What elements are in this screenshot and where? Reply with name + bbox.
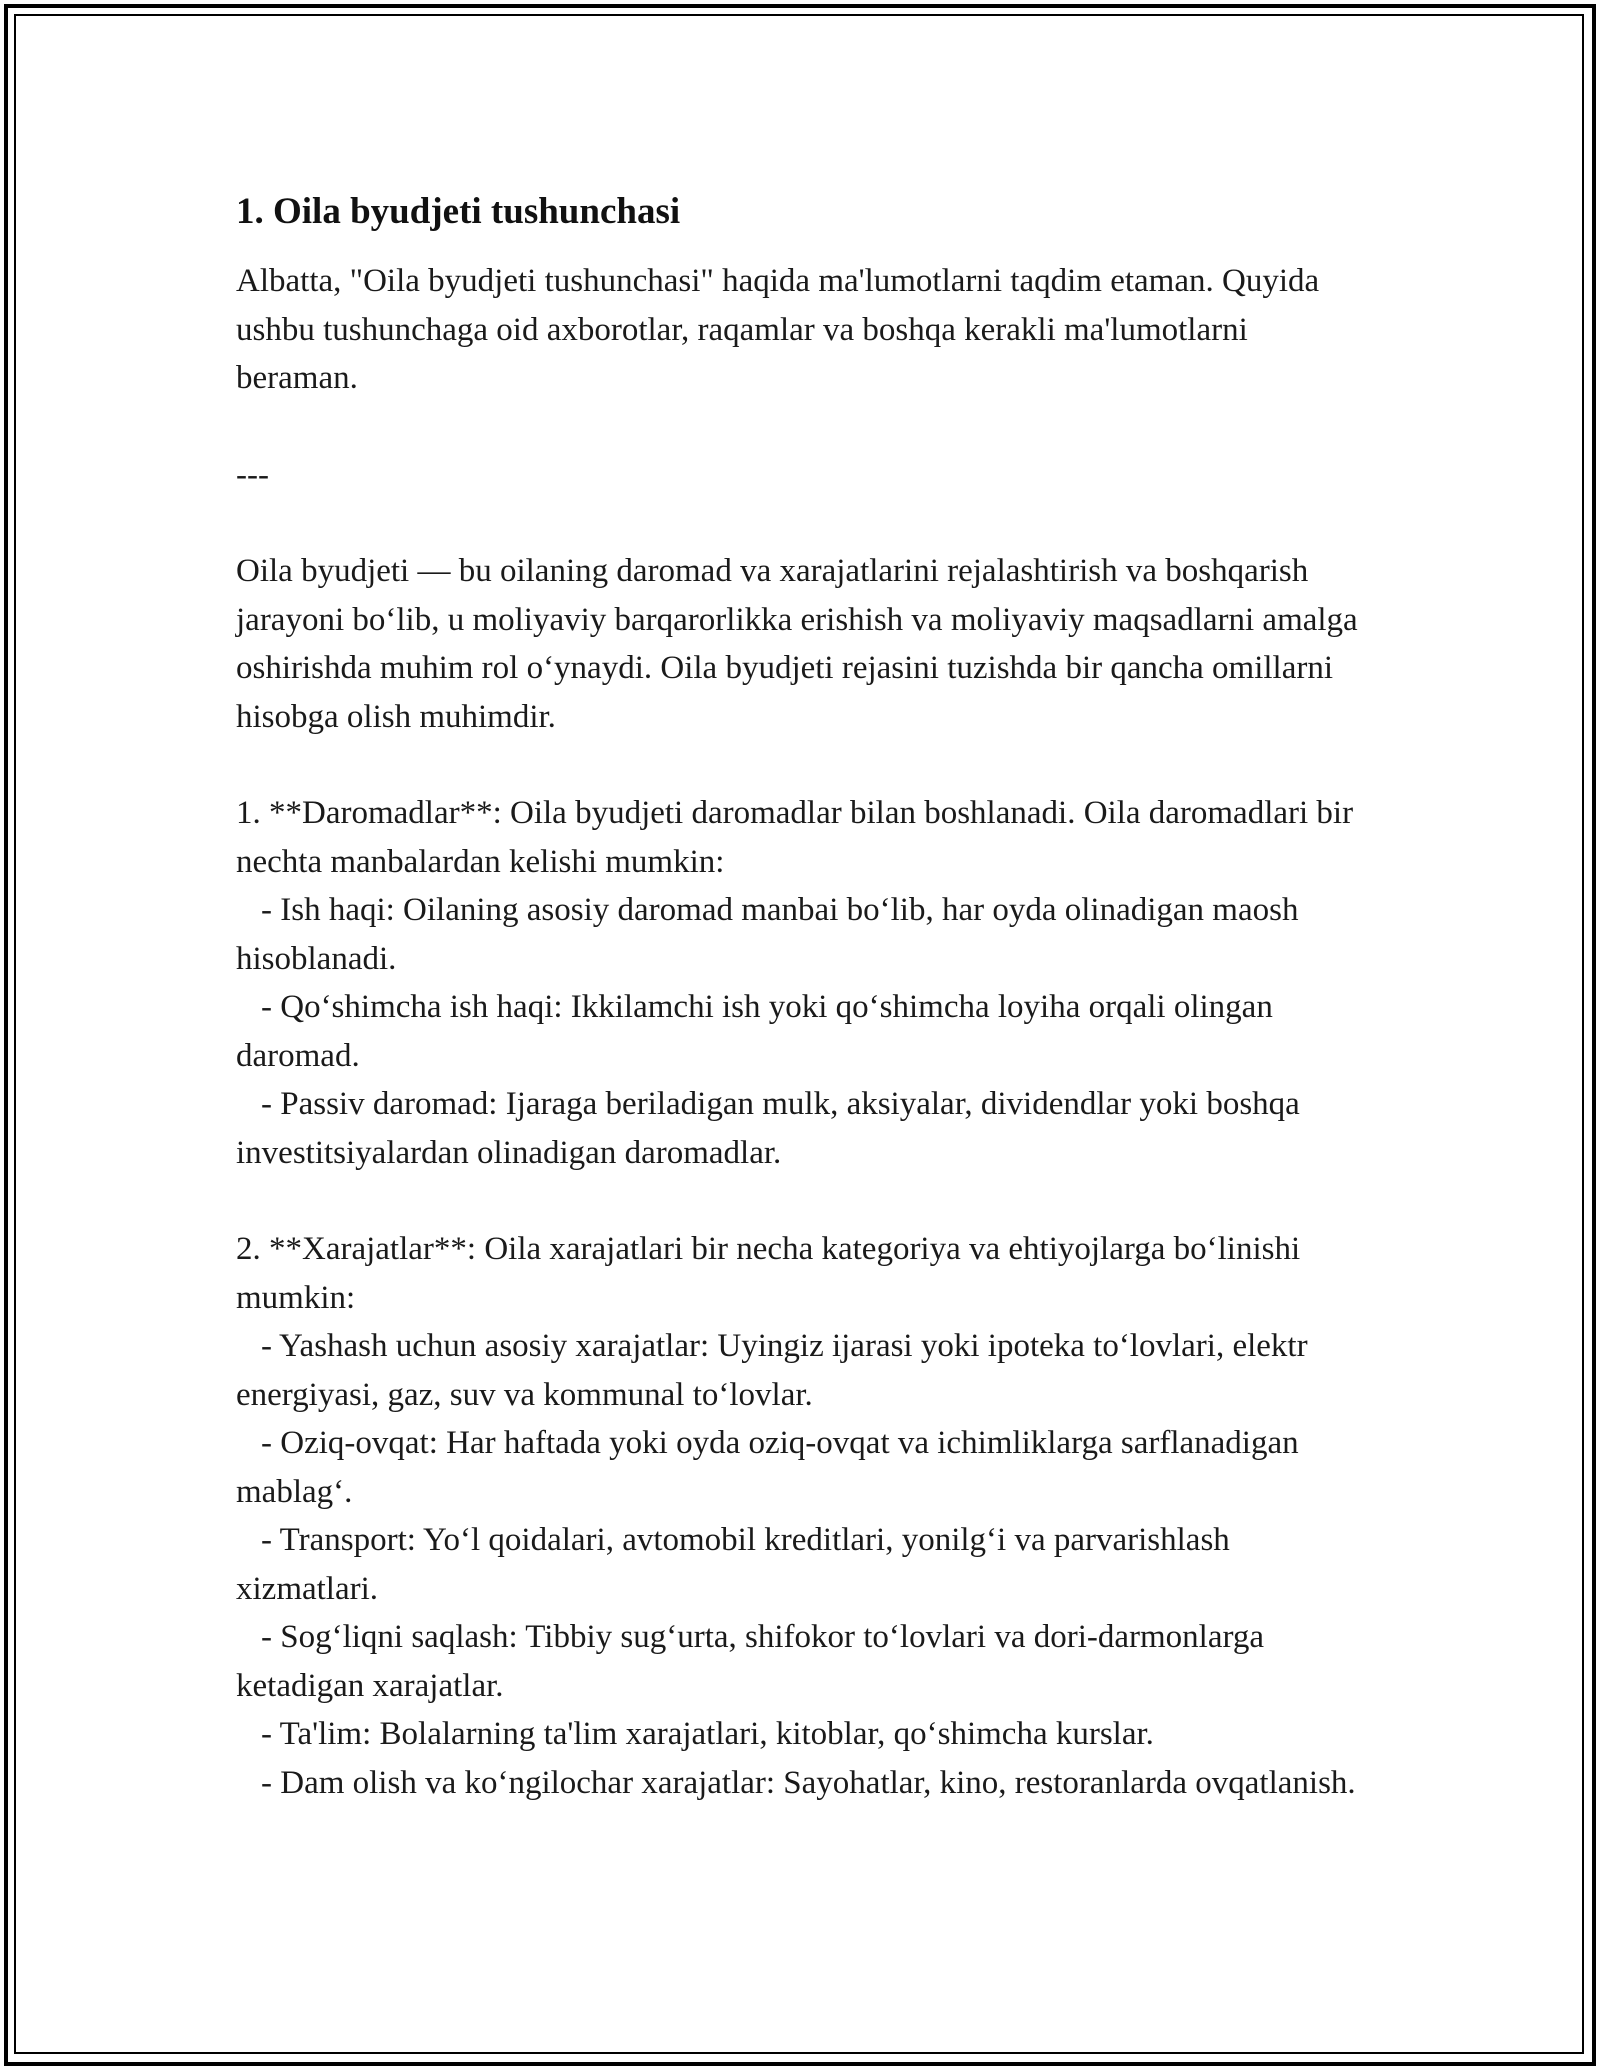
document-heading: 1. Oila byudjeti tushunchasi bbox=[236, 191, 681, 232]
section-income bbox=[236, 789, 1366, 1177]
spacer bbox=[236, 403, 1366, 451]
list-item: - Yashash uchun asosiy xarajatlar: Uyingiz ijarasi yoki ipoteka to‘lovlari, elektr energiyasi, gaz, suv va kommunal to‘lovlar. bbox=[236, 1328, 1308, 1413]
spacer bbox=[236, 499, 1366, 547]
list-item: - Sog‘liqni saqlash: Tibbiy sug‘urta, shifokor to‘lovlari va dori-darmonlarga ketadigan xarajatlar. bbox=[236, 1619, 1265, 1704]
section-expenses bbox=[236, 1225, 1366, 1807]
section-title: 2. **Xarajatlar**: Oila xarajatlari bir necha kategoriya va ehtiyojlarga bo‘linishi mumkin: bbox=[236, 1231, 1301, 1316]
spacer bbox=[236, 1177, 1366, 1225]
document-body bbox=[236, 188, 1366, 1807]
list-item: - Ish haqi: Oilaning asosiy daromad manbai bo‘lib, har oyda olinadigan maosh hisoblanadi. bbox=[236, 892, 1299, 977]
list-item: - Oziq-ovqat: Har haftada yoki oyda oziq-ovqat va ichimliklarga sarflanadigan mablag‘. bbox=[236, 1425, 1299, 1510]
separator-line: --- bbox=[236, 456, 269, 493]
section-title: 1. **Daromadlar**: Oila byudjeti daromadlar bilan boshlanadi. Oila daromadlari bir nechta manbalardan kelishi mumkin: bbox=[236, 795, 1354, 880]
list-item: - Transport: Yo‘l qoidalari, avtomobil kreditlari, yonilg‘i va parvarishlash xizmatlari. bbox=[236, 1522, 1230, 1607]
list-item: - Qo‘shimcha ish haqi: Ikkilamchi ish yoki qo‘shimcha loyiha orqali olingan daromad. bbox=[236, 989, 1273, 1074]
intro-paragraph: Albatta, "Oila byudjeti tushunchasi" haqida ma'lumotlarni taqdim etaman. Quyida ushbu tushunchaga oid axborotlar, raqamlar va boshqa kerakli ma'lumotlarni beraman. bbox=[236, 263, 1328, 396]
list-item: - Dam olish va ko‘ngilochar xarajatlar: Sayohatlar, kino, restoranlarda ovqatlanish. bbox=[261, 1764, 1356, 1801]
list-item: - Ta'lim: Bolalarning ta'lim xarajatlari, kitoblar, qo‘shimcha kurslar. bbox=[261, 1716, 1154, 1752]
list-item: - Passiv daromad: Ijaraga beriladigan mulk, aksiyalar, dividendlar yoki boshqa investitsiyalardan olinadigan daromadlar. bbox=[236, 1086, 1300, 1171]
definition-paragraph: Oila byudjeti — bu oilaning daromad va xarajatlarini rejalashtirish va boshqarish jarayoni bo‘lib, u moliyaviy barqarorlikka erishish va moliyaviy maqsadlarni amalga oshirishda muhim rol o‘ynaydi. Oila byudjeti rejasini tuzishda bir qancha omillarni hisobga olish muhimdir. bbox=[236, 553, 1366, 735]
spacer bbox=[236, 741, 1366, 789]
